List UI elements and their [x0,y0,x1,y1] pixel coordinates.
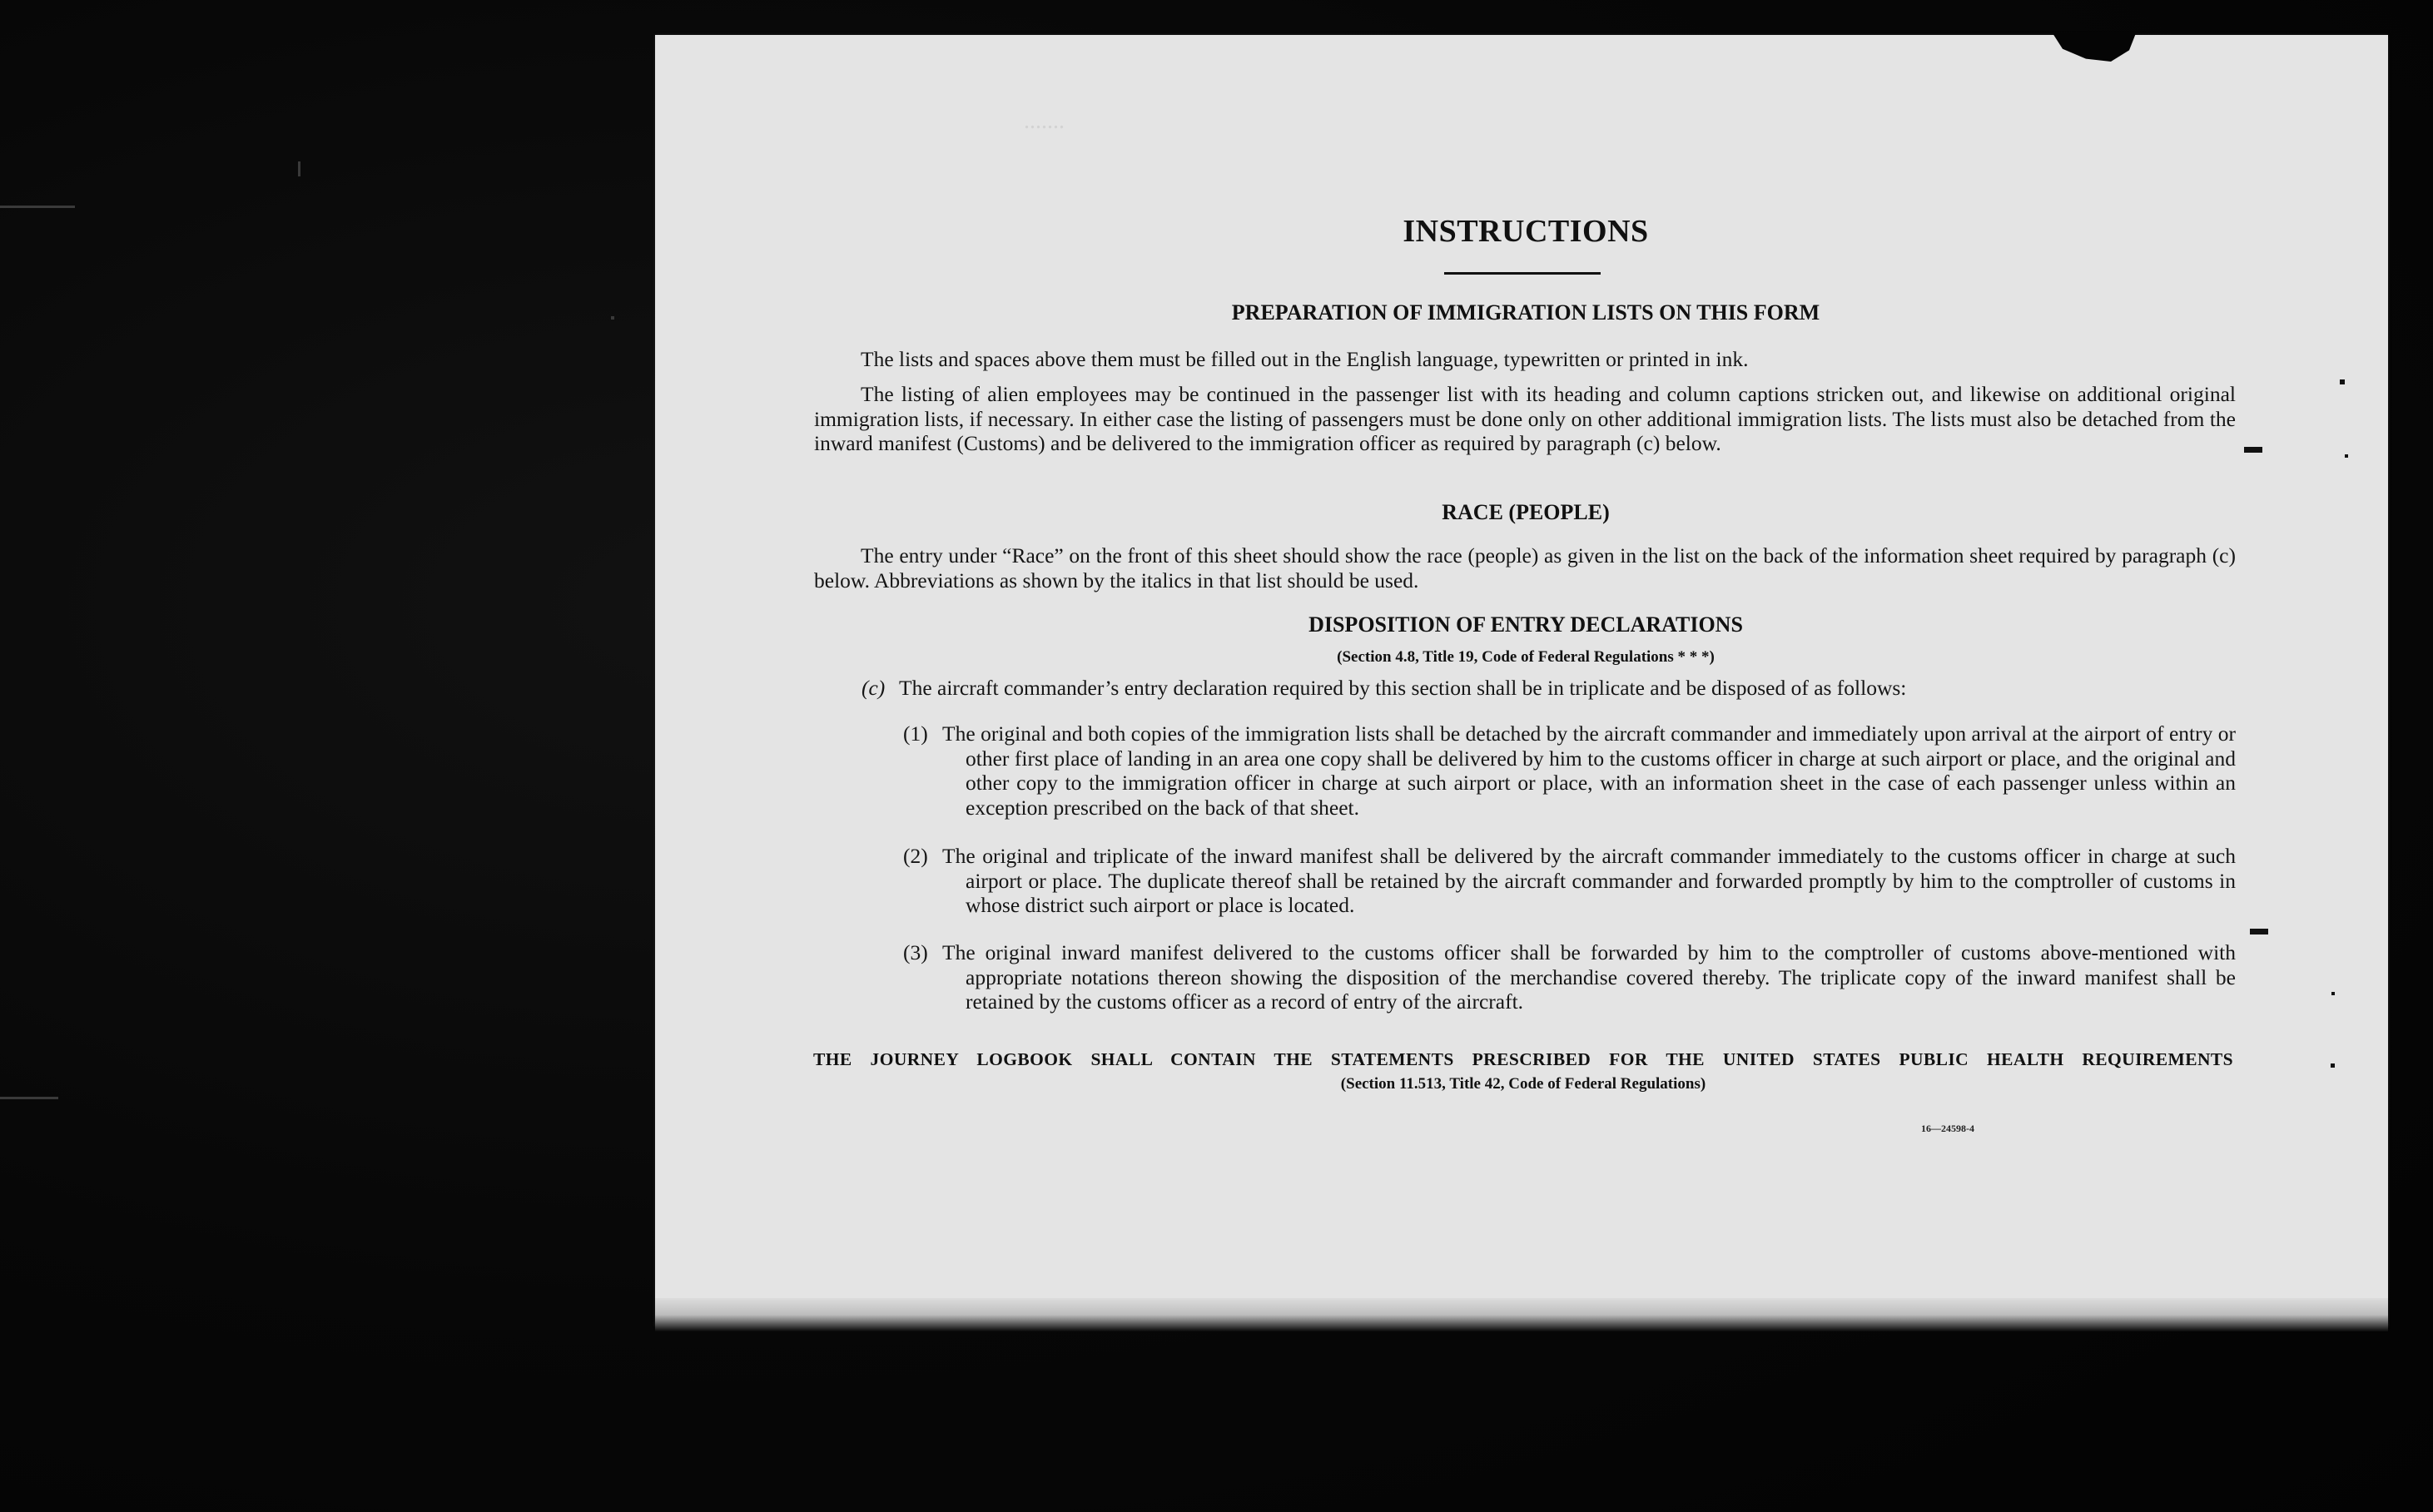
list-item-number: (3) [903,940,928,964]
list-item-number: (1) [903,721,928,746]
section-heading-preparation: PREPARATION OF IMMIGRATION LISTS ON THIS FORM [1231,300,1820,325]
dust-speck [0,206,75,208]
intro-text: The aircraft commander’s entry declaration required by this section shall be in triplicate and be disposed of as follows: [899,676,1907,700]
paragraph-race: The entry under “Race” on the front of this sheet should show the race (people) as given in the list on the back of the information sheet required by paragraph (c) below. Abbreviations as shown by the italics in that list should be used. [814,543,2236,592]
dust-speck [0,1097,58,1099]
list-item-text: The original and both copies of the immigration lists shall be detached by the aircraft commander and immediately upon arrival at the airport of entry or other first place of landing in an area one copy shall be delivered by him to the customs officer in charge at such airport or place, and the original and other copy to the immigration officer in charge at such airport or place, with an information sheet in the case of each passenger unless within an exception prescribed on the back of that sheet. [942,721,2236,820]
paragraph-language: The lists and spaces above them must be filled out in the English language, typewritten or printed in ink. [861,347,1749,371]
list-item-2 [903,844,2236,918]
sheet-bottom-edge [655,1298,2388,1331]
form-number: 16—24598-4 [1921,1123,1974,1134]
list-item-text: The original and triplicate of the inward manifest shall be delivered by the aircraft commander immediately to the customs officer in charge at such airport or place. The duplicate thereof shall be retained by the aircraft commander and forwarded promptly by him to the comptroller of customs in whose district such airport or place is located. [942,844,2236,917]
registration-mark [2331,992,2335,995]
list-item-number: (2) [903,844,928,868]
registration-mark [2331,1063,2335,1068]
list-item-1 [903,721,2236,820]
registration-mark [2250,929,2268,934]
dust-speck [611,316,614,320]
section-heading-race: RACE (PEOPLE) [1442,500,1610,524]
intro-label: (c) [861,676,886,700]
list-item-text: The original inward manifest delivered to the customs officer shall be forwarded by him to the comptroller of customs above-mentioned with appropriate notations thereon showing the disposition of the merchandise covered thereby. The triplicate copy of the inward manifest shall be retained by the customs officer as a record of entry of the aircraft. [942,940,2236,1014]
registration-mark [2340,379,2345,384]
section-heading-disposition: DISPOSITION OF ENTRY DECLARATIONS [1308,612,1743,637]
title-underline [1444,272,1601,275]
dust-speck [298,161,300,176]
page-title: INSTRUCTIONS [1403,214,1649,249]
intro-paragraph-c [861,676,2236,701]
show-through-text: ....... [1024,108,1065,134]
registration-mark [2244,447,2262,453]
paragraph-alien-employees: The listing of alien employees may be continued in the passenger list with its heading and column captions stricken out, and likewise on additional original immigration lists, if necessary. In either case the listing of passengers must be done only on other additional immigration lists. The lists must also be detached from the inward manifest (Customs) and be delivered to the immigration officer as required by paragraph (c) below. [814,382,2236,455]
section-citation: (Section 4.8, Title 19, Code of Federal Regulations * * *) [1337,648,1715,666]
public-health-citation: (Section 11.513, Title 42, Code of Federal Regulations) [1340,1075,1706,1093]
registration-mark [2345,454,2348,458]
list-item-3 [903,940,2236,1014]
public-health-statement: THE JOURNEY LOGBOOK SHALL CONTAIN THE STATEMENTS PRESCRIBED FOR THE UNITED STATES PUBLIC HEALTH REQUIREMENTS [813,1049,2233,1069]
